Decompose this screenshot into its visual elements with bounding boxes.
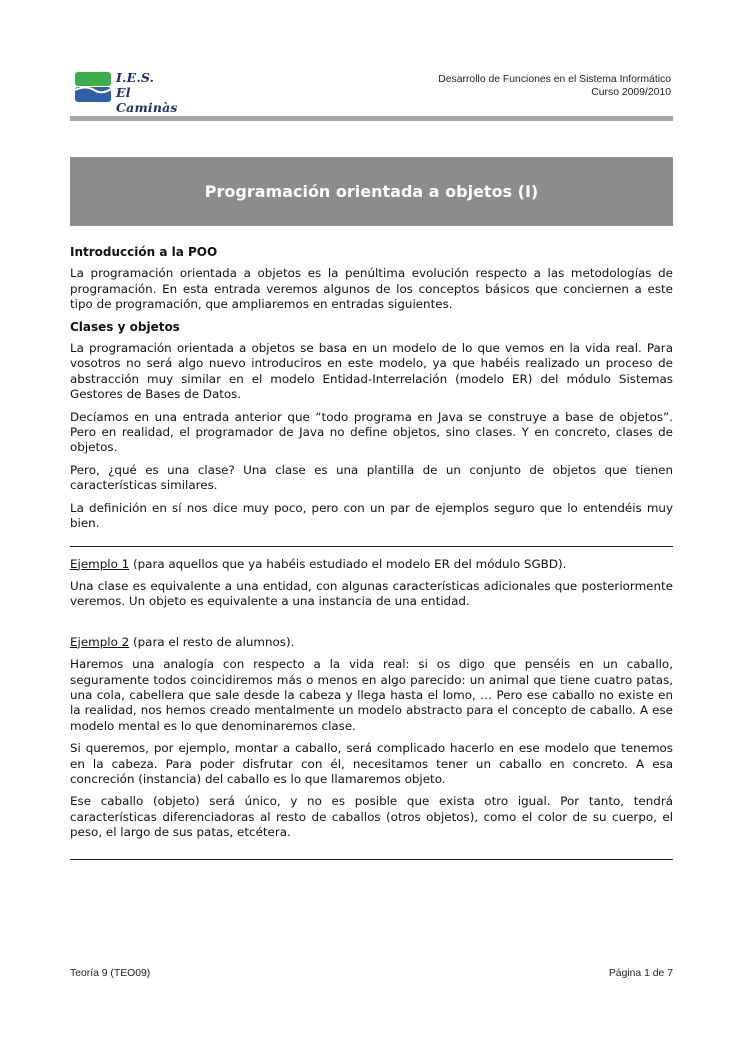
logo-text [116, 70, 188, 115]
example-1-heading [70, 557, 673, 572]
logo-line-2: El Caminàs [116, 85, 178, 115]
footer-doc-id: Teoría 9 (TEO09) [70, 968, 151, 979]
example-2-heading [70, 635, 673, 650]
header-info [438, 73, 671, 99]
paragraph: La programación orientada a objetos es la penúltima evolución respecto a las metodologías de programación. En esta entrada veremos algunos de los conceptos básicos que conciernen a este tipo de programación, que ampliaremos en entradas siguientes. [70, 266, 673, 312]
section-heading-classes: Clases y objetos [70, 319, 180, 334]
paragraph: La definición en sí nos dice muy poco, pero con un par de ejemplos seguro que lo entendéis muy bien. [70, 500, 673, 531]
paragraph: Decíamos en una entrada anterior que “todo programa en Java se construye a base de objetos”. Pero en realidad, el programador de Java no define objetos, sino clases. Y en concreto, clases de objetos. [70, 409, 673, 455]
course-year: Curso 2009/2010 [591, 87, 671, 98]
course-name: Desarrollo de Funciones en el Sistema Informático [438, 74, 671, 85]
logo-line-1: I.E.S. [116, 70, 155, 85]
paragraph: Haremos una analogía con respecto a la vida real: si os digo que penséis en un caballo, seguramente todos coincidiremos más o menos en algo parecido: un animal que tiene cuatro patas, una cola, cabellera que sale desde la cabeza y llega hasta el lomo, … Pero ese caballo no existe en la realidad, nos hemos creado mentalmente un modelo abstracto para el concepto de caballo. A ese modelo mental es lo que denominaremos clase. [70, 657, 673, 733]
paragraph: La programación orientada a objetos se basa en un modelo de lo que vemos en la vida real. Para vosotros no será algo nuevo introduciros en este modelo, ya que habéis realizado un proceso de abstracción muy similar en el modelo Entidad-Interrelación (modelo ER) del módulo Sistemas Gestores de Bases de Datos. [70, 341, 673, 402]
title-banner [70, 157, 673, 226]
school-logo [74, 68, 188, 115]
example-1-link[interactable]: Ejemplo 1 [70, 556, 130, 571]
paragraph: Una clase es equivalente a una entidad, con algunas características adicionales que posteriormente veremos. Un objeto es equivalente a una instancia de una entidad. [70, 578, 673, 609]
example-2-link[interactable]: Ejemplo 2 [70, 634, 130, 649]
page-title: Programación orientada a objetos (I) [204, 182, 539, 201]
example-1-note: (para aquellos que ya habéis estudiado el modelo ER del módulo SGBD). [129, 556, 567, 571]
paragraph: Pero, ¿qué es una clase? Una clase es una plantilla de un conjunto de objetos que tienen características similares. [70, 462, 673, 493]
header-divider [70, 116, 673, 121]
document-page [70, 0, 673, 1053]
section-divider [70, 546, 673, 547]
paragraph: Ese caballo (objeto) será único, y no es posible que exista otro igual. Por tanto, tendrá características diferenciadoras al resto de caballos (otros objetos), como el color de su cuerpo, el peso, el largo de sus patas, etcétera. [70, 794, 673, 840]
example-2-note: (para el resto de alumnos). [129, 634, 295, 649]
footer-page-number: Página 1 de 7 [608, 968, 673, 979]
section-divider [70, 859, 673, 860]
paragraph: Si queremos, por ejemplo, montar a caballo, será complicado hacerlo en ese modelo que tenemos en la cabeza. Para poder disfrutar con él, necesitamos tener un caballo en concreto. A esa concreción (instancia) del caballo es lo que llamaremos objeto. [70, 741, 673, 786]
document-body [70, 245, 673, 870]
page-footer [70, 968, 673, 979]
logo-mark-icon [74, 70, 112, 104]
section-heading-intro: Introducción a la POO [70, 245, 218, 259]
spacer [70, 617, 673, 635]
